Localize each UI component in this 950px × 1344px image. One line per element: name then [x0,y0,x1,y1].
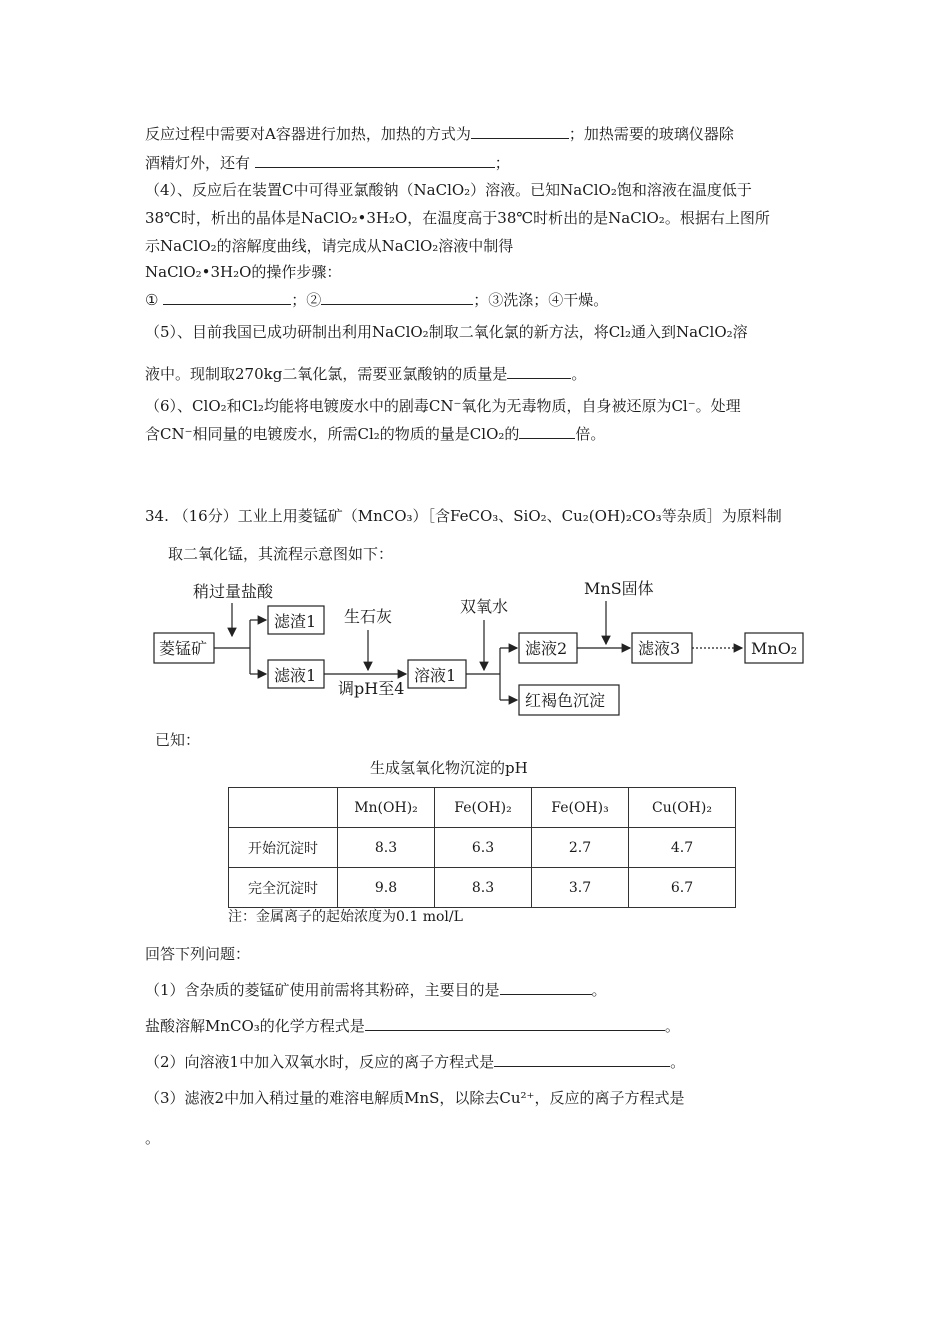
answer-intro: 回答下列问题： [145,945,251,963]
filtrate1-label: 滤液1 [274,666,317,685]
product-label: MnO₂ [751,639,798,658]
table-row [229,828,736,868]
table-header-cell [229,788,338,828]
answer-blank-step1[interactable] [163,290,291,305]
table-row [229,868,736,908]
known-label: 已知： [155,731,201,749]
answer-blank-mass[interactable] [507,364,571,379]
answer-blank-step2[interactable] [321,290,473,305]
ore-label: 菱锰矿 [159,639,208,658]
table-cell: 2.7 [532,828,629,868]
reagent-hcl-label: 稍过量盐酸 [193,582,274,601]
q33-part6-line2: 含CN⁻相同量的电镀废水，所需Cl₂的物质的量是ClO₂的 倍。 [145,425,606,443]
solution1-label: 溶液1 [414,666,457,685]
q33-part4-line3: 示NaClO₂的溶解度曲线，请完成从NaClO₂溶液中制得 [145,237,514,255]
q33-part5-line1: （5）、目前我国已成功研制出利用NaClO₂制取二氧化氯的新方法，将Cl₂通入到NaClO₂溶 [145,323,748,341]
q33-part6-line1: （6）、ClO₂和Cl₂均能将电镀废水中的剧毒CN⁻氧化为无毒物质，自身被还原为Cl⁻。处理 [145,397,741,415]
table-caption: 生成氢氧化物沉淀的pH [370,759,528,777]
q33-part4-line1: （4）、反应后在装置C中可得亚氯酸钠（NaClO₂）溶液。已知NaClO₂饱和溶液在温度低于 [145,181,752,199]
table-cell: 6.7 [629,868,736,908]
table-cell: 4.7 [629,828,736,868]
table-cell: 完全沉淀时 [229,868,338,908]
residue1-label: 滤渣1 [274,612,317,631]
q33-line-glassware: 酒精灯外，还有 ； [145,154,510,172]
table-header-cell: Mn(OH)₂ [338,788,435,828]
process-flow-diagram [150,570,810,720]
q34-part3-line2: 。 [145,1129,161,1147]
q33-part5-line2: 液中。现制取270kg二氧化氯，需要亚氯酸钠的质量是 。 [145,365,587,383]
adjust-ph-label: 调pH至4 [338,679,405,698]
precipitate-label: 红褐色沉淀 [525,691,606,710]
q33-steps-line: ① ；② ；③洗涤；④干燥。 [145,291,609,309]
answer-blank-ionic-equation[interactable] [494,1052,670,1067]
table-header-cell: Cu(OH)₂ [629,788,736,828]
h2o2-label: 双氧水 [460,597,509,616]
q34-part3-line1: （3）滤液2中加入稍过量的难溶电解质MnS，以除去Cu²⁺，反应的离子方程式是 [145,1089,685,1107]
filtrate2-label: 滤液2 [525,639,568,658]
q34-part1-line1: （1）含杂质的菱锰矿使用前需将其粉碎，主要目的是 。 [145,981,607,999]
answer-blank-purpose[interactable] [500,980,592,995]
table-cell: 开始沉淀时 [229,828,338,868]
table-cell: 9.8 [338,868,435,908]
q34-part1-line2: 盐酸溶解MnCO₃的化学方程式是 。 [145,1017,680,1035]
table-cell: 8.3 [338,828,435,868]
q33-part4-line2: 38℃时，析出的晶体是NaClO₂•3H₂O，在温度高于38℃时析出的是NaClO₂。根据右上图所 [145,209,770,227]
table-cell: 6.3 [435,828,532,868]
table-cell: 8.3 [435,868,532,908]
table-header-cell: Fe(OH)₃ [532,788,629,828]
mns-label: MnS固体 [584,579,654,598]
table-header-cell: Fe(OH)₂ [435,788,532,828]
q34-heading: 34. （16分）工业上用菱锰矿（MnCO₃）［含FeCO₃、SiO₂、Cu₂(OH)₂CO₃等杂质］为原料制 [145,507,782,525]
lime-label: 生石灰 [344,607,393,626]
q34-heading-cont: 取二氧化锰，其流程示意图如下： [168,545,394,563]
precipitation-ph-table [228,787,736,908]
table-cell: 3.7 [532,868,629,908]
table-note: 注：金属离子的起始浓度为0.1 mol/L [228,909,463,925]
table-header-row [229,788,736,828]
q34-part2-line: （2）向溶液1中加入双氧水时，反应的离子方程式是 。 [145,1053,686,1071]
answer-blank-glassware[interactable] [255,153,495,168]
answer-blank-equation[interactable] [365,1016,665,1031]
q33-line-heating: 反应过程中需要对A容器进行加热，加热的方式为 ；加热需要的玻璃仪器除 [145,125,734,143]
filtrate3-label: 滤液3 [638,639,681,658]
answer-blank-ratio[interactable] [519,424,575,439]
q33-part4-line4: NaClO₂•3H₂O的操作步骤： [145,263,342,281]
answer-blank-heating-method[interactable] [471,124,569,139]
